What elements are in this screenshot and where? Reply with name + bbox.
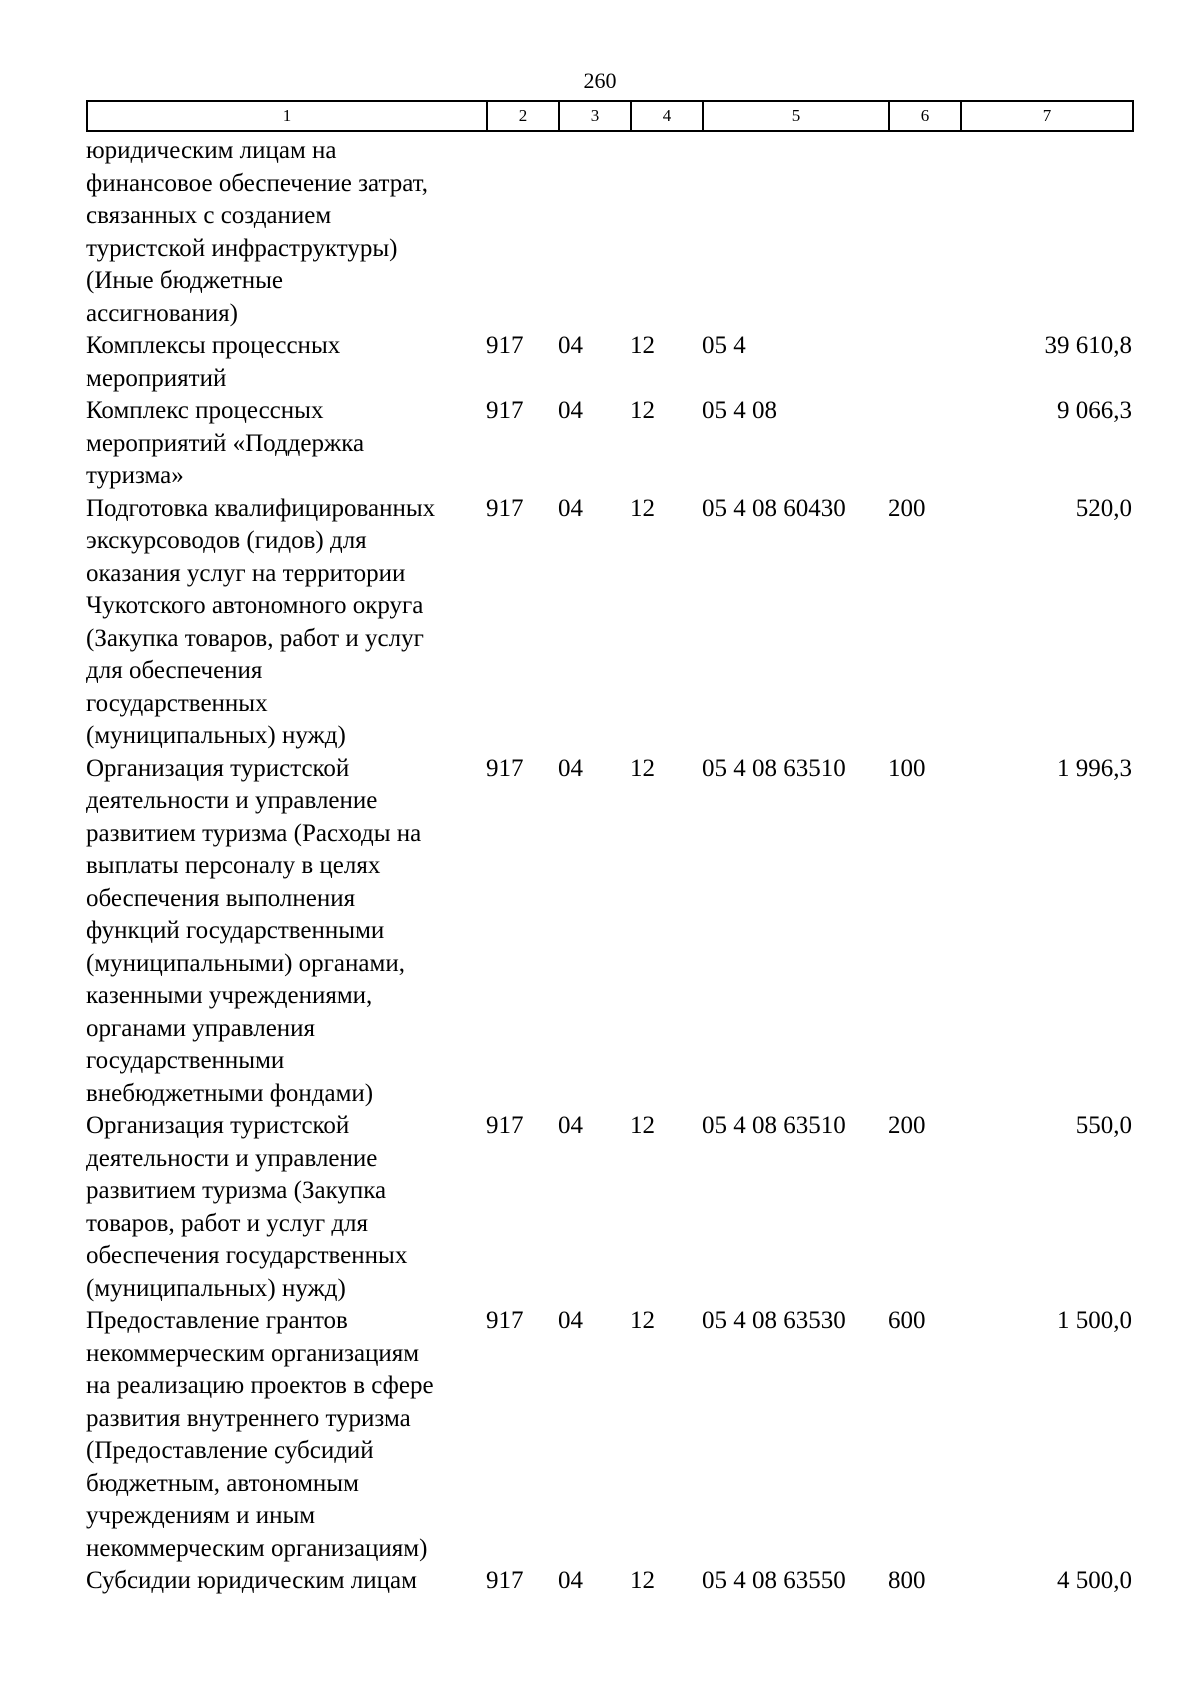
description-line: учреждениям и иным bbox=[86, 1502, 316, 1529]
column-header-2: 2 bbox=[487, 101, 559, 131]
ministry-code: 917 bbox=[486, 332, 524, 359]
description-line: экскурсоводов (гидов) для bbox=[86, 527, 367, 554]
description-line: развитием туризма (Закупка bbox=[86, 1177, 387, 1204]
expense-description bbox=[86, 330, 486, 395]
description-line: деятельности и управление bbox=[86, 1144, 378, 1172]
column-header-4: 4 bbox=[631, 101, 703, 131]
subsection-code: 12 bbox=[630, 1567, 655, 1594]
table-row bbox=[86, 1305, 1132, 1565]
amount: 1 500,0 bbox=[1057, 1307, 1132, 1334]
description-line: финансовое обеспечение затрат, bbox=[86, 169, 428, 197]
description-line: (муниципальными) органами, bbox=[86, 949, 405, 977]
column-header-row bbox=[86, 100, 1134, 132]
amount: 4 500,0 bbox=[1057, 1567, 1132, 1594]
amount: 550,0 bbox=[1075, 1112, 1132, 1139]
description-line: Комплекс процессных bbox=[86, 397, 324, 424]
description-line: обеспечения государственных bbox=[86, 1242, 408, 1269]
table-row bbox=[86, 1110, 1132, 1305]
table-row bbox=[86, 330, 1132, 395]
expense-description bbox=[86, 395, 486, 493]
section-code: 04 bbox=[558, 1307, 583, 1334]
description-line: (Иные бюджетные bbox=[86, 267, 283, 294]
description-line: Предоставление грантов bbox=[86, 1307, 348, 1334]
subsection-code: 12 bbox=[630, 1307, 655, 1334]
description-line: (муниципальных) нужд) bbox=[86, 1274, 346, 1302]
description-line: некоммерческим организациям) bbox=[86, 1534, 428, 1562]
target-article-code: 05 4 08 63510 bbox=[702, 754, 846, 782]
description-line: для обеспечения bbox=[86, 657, 263, 684]
description-line: некоммерческим организациям bbox=[86, 1339, 420, 1367]
column-header-7: 7 bbox=[961, 101, 1133, 131]
budget-table-body bbox=[86, 135, 1132, 1598]
description-line: товаров, работ и услуг для bbox=[86, 1209, 369, 1237]
description-line: Комплексы процессных bbox=[86, 332, 341, 359]
expense-description bbox=[86, 1565, 486, 1598]
description-line: Субсидии юридическим лицам bbox=[86, 1567, 417, 1594]
description-line: оказания услуг на территории bbox=[86, 559, 406, 587]
amount: 520,0 bbox=[1075, 494, 1132, 522]
description-line: государственных bbox=[86, 689, 268, 717]
description-line: Организация туристской bbox=[86, 1112, 350, 1139]
expense-description bbox=[86, 1305, 486, 1565]
column-header-3: 3 bbox=[559, 101, 631, 131]
description-line: обеспечения выполнения bbox=[86, 884, 356, 912]
column-header-6: 6 bbox=[889, 101, 961, 131]
section-code: 04 bbox=[558, 1112, 583, 1139]
ministry-code: 917 bbox=[486, 1307, 524, 1334]
description-line: Организация туристской bbox=[86, 754, 350, 782]
expense-type-code: 200 bbox=[888, 1112, 926, 1139]
target-article-code: 05 4 bbox=[702, 332, 746, 359]
page-number: 260 bbox=[583, 68, 617, 93]
table-row bbox=[86, 753, 1132, 1111]
description-line: деятельности и управление bbox=[86, 787, 378, 814]
description-line: мероприятий «Поддержка bbox=[86, 429, 365, 457]
section-code: 04 bbox=[558, 332, 583, 359]
subsection-code: 12 bbox=[630, 1112, 655, 1139]
description-line: туристской инфраструктуры) bbox=[86, 234, 398, 262]
subsection-code: 12 bbox=[630, 494, 655, 522]
description-line: государственными bbox=[86, 1047, 285, 1074]
expense-type-code: 200 bbox=[888, 494, 926, 522]
description-line: казенными учреждениями, bbox=[86, 982, 373, 1009]
description-line: Подготовка квалифицированных bbox=[86, 494, 436, 522]
expense-description bbox=[86, 135, 486, 330]
description-line: юридическим лицам на bbox=[86, 137, 337, 164]
subsection-code: 12 bbox=[630, 754, 655, 782]
description-line: ассигнования) bbox=[86, 299, 238, 327]
expense-description bbox=[86, 1110, 486, 1305]
description-line: выплаты персоналу в целях bbox=[86, 852, 381, 879]
description-line: развитием туризма (Расходы на bbox=[86, 819, 422, 847]
description-line: внебюджетными фондами) bbox=[86, 1079, 374, 1107]
section-code: 04 bbox=[558, 1567, 583, 1594]
column-header-1: 1 bbox=[87, 101, 487, 131]
description-line: (муниципальных) нужд) bbox=[86, 722, 346, 749]
expense-description bbox=[86, 493, 486, 753]
description-line: бюджетным, автономным bbox=[86, 1469, 359, 1497]
target-article-code: 05 4 08 63530 bbox=[702, 1307, 846, 1334]
description-line: мероприятий bbox=[86, 364, 227, 392]
table-row bbox=[86, 1565, 1132, 1598]
target-article-code: 05 4 08 60430 bbox=[702, 494, 846, 522]
expense-type-code: 600 bbox=[888, 1307, 926, 1334]
description-line: функций государственными bbox=[86, 917, 385, 944]
expense-description bbox=[86, 753, 486, 1111]
description-line: (Предоставление субсидий bbox=[86, 1437, 374, 1464]
subsection-code: 12 bbox=[630, 397, 655, 424]
column-header-5: 5 bbox=[703, 101, 889, 131]
ministry-code: 917 bbox=[486, 1112, 524, 1139]
expense-type-code: 800 bbox=[888, 1567, 926, 1594]
target-article-code: 05 4 08 bbox=[702, 397, 777, 424]
description-line: (Закупка товаров, работ и услуг bbox=[86, 624, 424, 652]
ministry-code: 917 bbox=[486, 494, 524, 522]
amount: 9 066,3 bbox=[1057, 397, 1132, 424]
ministry-code: 917 bbox=[486, 754, 524, 782]
description-line: на реализацию проектов в сфере bbox=[86, 1372, 434, 1399]
section-code: 04 bbox=[558, 397, 583, 424]
amount: 1 996,3 bbox=[1057, 754, 1132, 782]
ministry-code: 917 bbox=[486, 397, 524, 424]
description-line: органами управления bbox=[86, 1014, 316, 1042]
description-line: Чукотского автономного округа bbox=[86, 592, 424, 619]
expense-type-code: 100 bbox=[888, 754, 926, 782]
section-code: 04 bbox=[558, 494, 583, 522]
description-line: связанных с созданием bbox=[86, 202, 332, 229]
table-row bbox=[86, 493, 1132, 753]
description-line: развития внутреннего туризма bbox=[86, 1404, 411, 1432]
amount: 39 610,8 bbox=[1044, 332, 1132, 359]
table-row bbox=[86, 395, 1132, 493]
target-article-code: 05 4 08 63550 bbox=[702, 1567, 846, 1594]
ministry-code: 917 bbox=[486, 1567, 524, 1594]
description-line: туризма» bbox=[86, 462, 184, 489]
table-row bbox=[86, 135, 1132, 330]
section-code: 04 bbox=[558, 754, 583, 782]
subsection-code: 12 bbox=[630, 332, 655, 359]
target-article-code: 05 4 08 63510 bbox=[702, 1112, 846, 1139]
